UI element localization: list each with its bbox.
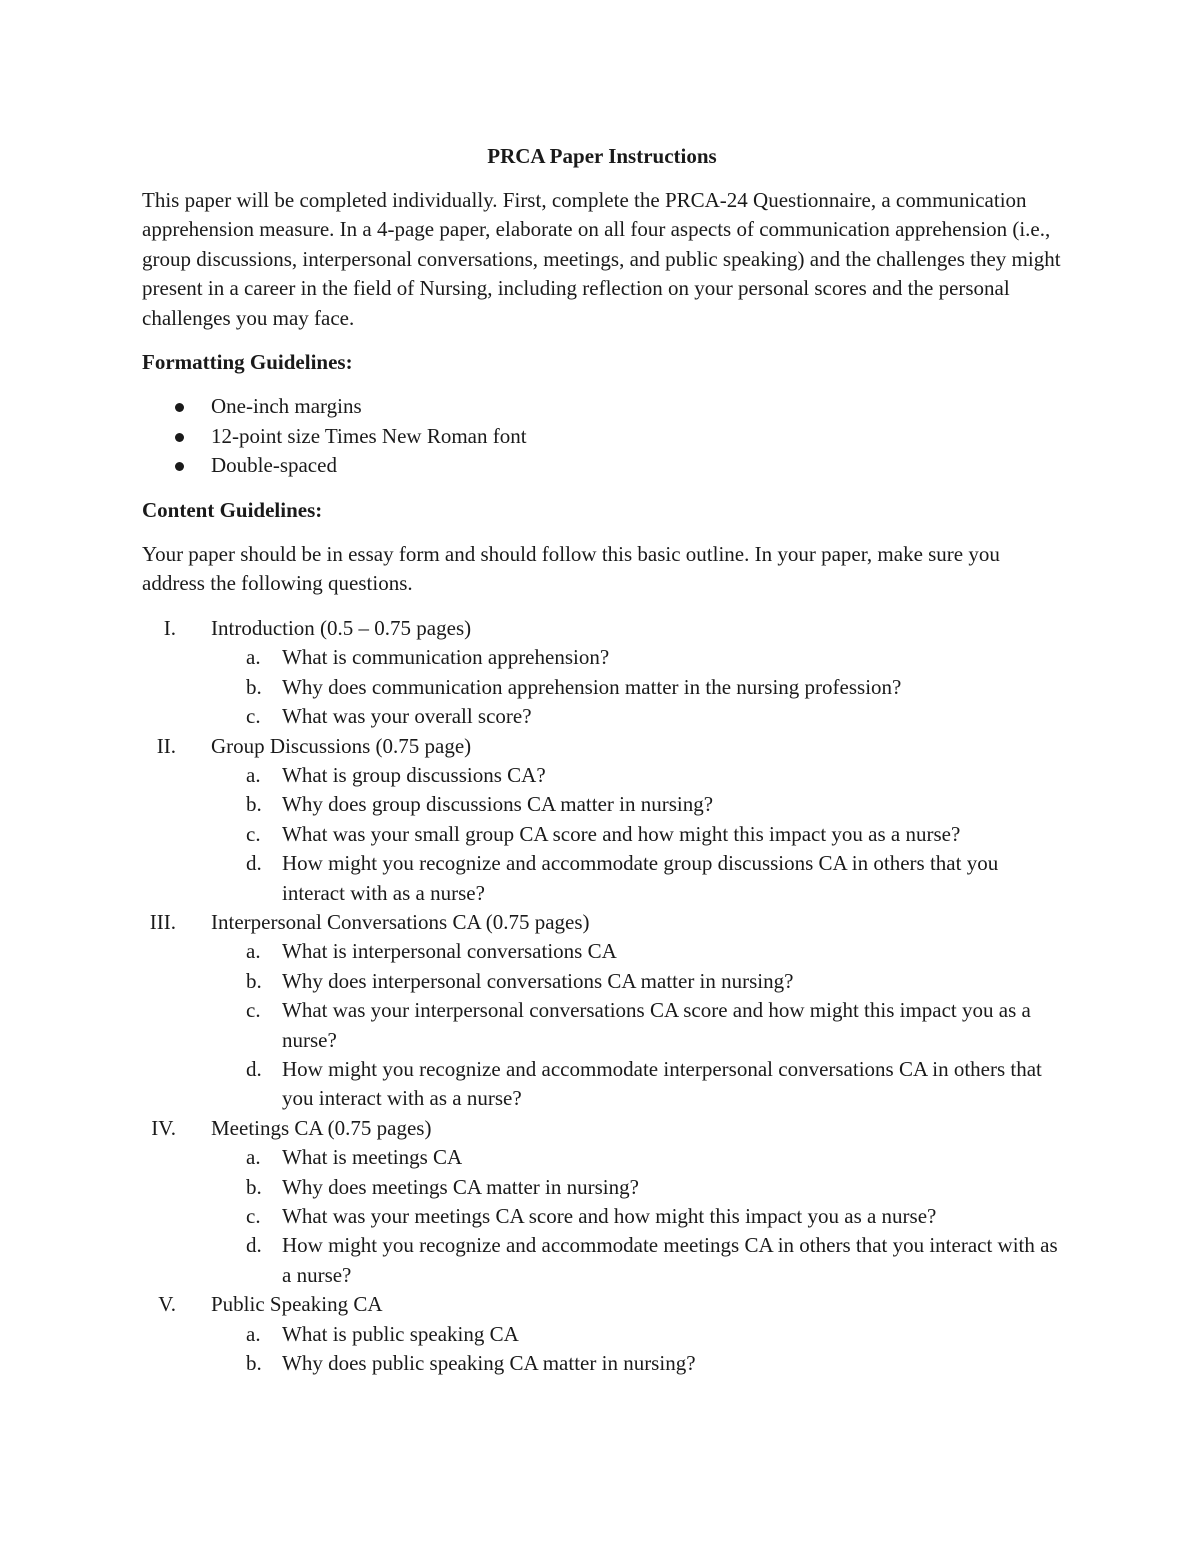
content-paragraph: Your paper should be in essay form and should follow this basic outline. In your paper, make sure you address the following questions. [142,542,1000,596]
document-body [142,142,1062,1378]
content-heading: Content Guidelines: [142,497,323,522]
list-item [142,1231,1062,1290]
outline-section-heading [142,1114,1062,1143]
item-letter: b. [246,1174,262,1199]
item-text: How might you recognize and accommodate interpersonal conversations CA in others that you interact with as a nurse? [282,1056,1042,1111]
item-text: What is communication apprehension? [282,645,610,670]
outline-sublist [142,1143,1062,1290]
item-letter: a. [246,645,261,670]
section-numeral: V. [158,1292,176,1317]
item-letter: c. [246,1204,261,1228]
outline-list [142,614,1062,1379]
section-label: Introduction (0.5 – 0.75 pages) [211,615,472,640]
bullet-icon [175,462,184,471]
item-text: What is meetings CA [282,1145,463,1170]
formatting-list [142,392,1062,480]
item-text: Why does interpersonal conversations CA matter in nursing? [282,968,794,993]
list-item [142,1173,1062,1202]
item-text: What was your meetings CA score and how might this impact you as a nurse? [282,1204,937,1228]
section-numeral: I. [163,615,176,640]
bullet-icon [175,433,184,442]
list-item [142,1202,1062,1231]
outline-section [142,1114,1062,1290]
item-letter: a. [246,1145,261,1170]
list-item [142,1055,1062,1114]
section-label: Public Speaking CA [211,1292,383,1317]
section-numeral: IV. [151,1115,176,1140]
item-letter: c. [246,821,261,846]
formatting-item-text: Double-spaced [211,453,337,478]
list-item [142,673,1062,702]
section-label: Meetings CA (0.75 pages) [211,1115,432,1140]
list-item [142,643,1062,672]
item-letter: c. [246,998,261,1023]
item-text: Why does group discussions CA matter in nursing? [282,792,714,817]
list-item [142,790,1062,819]
item-text: What is public speaking CA [282,1321,519,1346]
section-label: Interpersonal Conversations CA (0.75 pages) [211,909,590,934]
list-item [142,392,1062,421]
list-item [142,422,1062,451]
section-label: Group Discussions (0.75 page) [211,733,472,758]
list-item [142,996,1062,1055]
list-item [142,1349,1062,1378]
item-letter: b. [246,968,262,993]
outline-section-heading [142,908,1062,937]
section-numeral: III. [149,909,176,934]
formatting-heading: Formatting Guidelines: [142,350,353,375]
outline-section-heading [142,1290,1062,1319]
list-item [142,761,1062,790]
item-letter: b. [246,674,262,699]
outline-section [142,614,1062,732]
outline-sublist [142,643,1062,731]
formatting-item-text: One-inch margins [211,394,362,419]
outline-section [142,732,1062,908]
item-letter: a. [246,1321,261,1346]
outline-sublist [142,761,1062,908]
outline-section-heading [142,732,1062,761]
item-text: Why does meetings CA matter in nursing? [282,1174,639,1199]
bullet-icon [175,403,184,412]
outline-section [142,1290,1062,1378]
item-text: Why does public speaking CA matter in nursing? [282,1351,696,1376]
list-item [142,967,1062,996]
item-text: How might you recognize and accommodate meetings CA in others that you interact with as a nurse? [282,1233,1058,1287]
list-item [142,849,1062,908]
list-item [142,451,1062,480]
item-letter: c. [246,704,261,729]
outline-section-heading [142,614,1062,643]
item-letter: d. [246,1233,262,1258]
outline-sublist [142,1320,1062,1379]
item-text: What was your small group CA score and how might this impact you as a nurse? [282,821,961,846]
outline-sublist [142,937,1062,1113]
item-text: What is group discussions CA? [282,762,546,787]
list-item [142,820,1062,849]
item-text: Why does communication apprehension matter in the nursing profession? [282,674,902,699]
item-text: What is interpersonal conversations CA [282,939,617,964]
item-letter: a. [246,939,261,964]
formatting-item-text: 12-point size Times New Roman font [211,423,527,448]
intro-paragraph: This paper will be completed individually. First, complete the PRCA-24 Questionnaire, a communication apprehension measure. In a 4-page paper, elaborate on all four aspects of communication apprehension (i.e., group discussions, interpersonal conversations, meetings, and public speaking) and the challenges they might present in a career in the field of Nursing, including reflection on your personal scores and the personal challenges you may face. [142,188,1061,330]
item-text: What was your interpersonal conversations CA score and how might this impact you as a nurse? [282,998,1031,1052]
page-title: PRCA Paper Instructions [487,144,717,168]
outline-section [142,908,1062,1114]
item-text: How might you recognize and accommodate group discussions CA in others that you interact with as a nurse? [282,851,999,905]
list-item [142,702,1062,731]
item-text: What was your overall score? [282,704,532,729]
list-item [142,1320,1062,1349]
list-item [142,937,1062,966]
item-letter: b. [246,792,262,817]
list-item [142,1143,1062,1172]
item-letter: d. [246,1056,262,1081]
item-letter: b. [246,1351,262,1376]
item-letter: d. [246,851,262,876]
section-numeral: II. [156,733,176,758]
item-letter: a. [246,762,261,787]
